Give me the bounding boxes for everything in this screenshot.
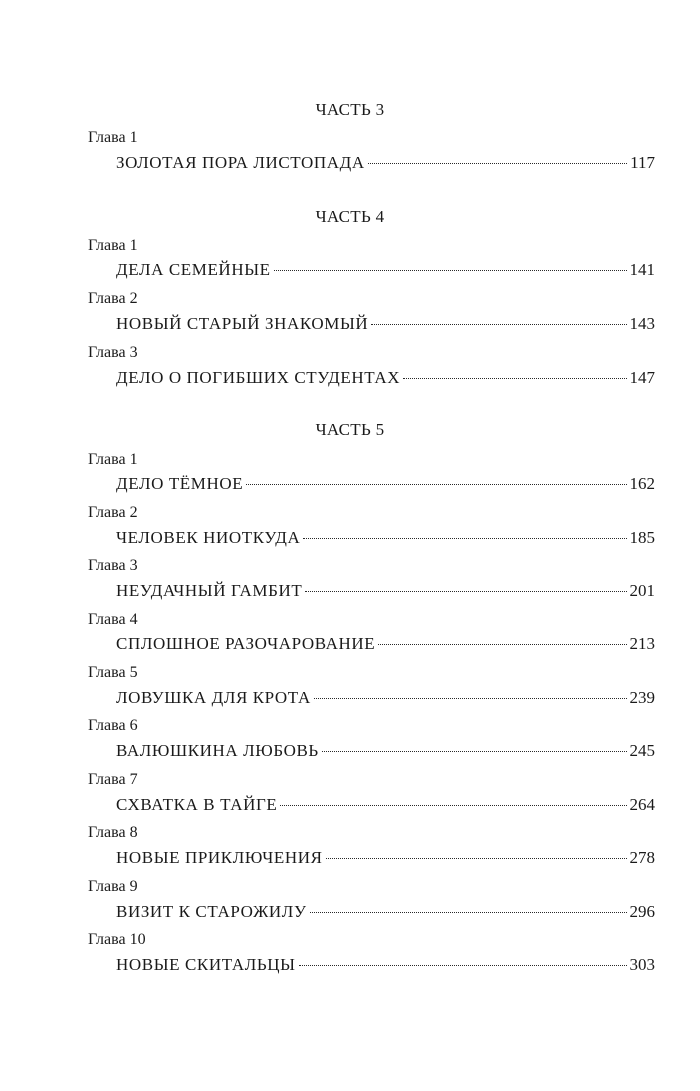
chapter-title: НЕУДАЧНЫЙ ГАМБИТ xyxy=(116,581,303,600)
chapter-label: Глава 1 xyxy=(88,237,138,254)
chapter-title: ЛОВУШКА ДЛЯ КРОТА xyxy=(116,688,311,707)
chapter-label: Глава 5 xyxy=(88,664,138,681)
toc-entry[interactable] xyxy=(116,632,655,656)
dot-leader xyxy=(326,858,627,859)
page-number: 278 xyxy=(629,848,655,867)
dot-leader xyxy=(246,484,626,485)
dot-leader xyxy=(371,324,626,325)
page-number: 201 xyxy=(629,581,655,600)
page-number: 185 xyxy=(629,528,655,547)
chapter-label: Глава 3 xyxy=(88,344,138,361)
dot-leader xyxy=(303,538,626,539)
chapter-label: Глава 10 xyxy=(88,931,146,948)
chapter-title: НОВЫЙ СТАРЫЙ ЗНАКОМЫЙ xyxy=(116,314,369,333)
chapter-title: НОВЫЕ СКИТАЛЬЦЫ xyxy=(116,955,296,974)
toc-entry[interactable] xyxy=(116,739,655,763)
part-5-title: ЧАСТЬ 5 xyxy=(315,420,385,439)
chapter-title: ВАЛЮШКИНА ЛЮБОВЬ xyxy=(116,741,319,760)
chapter-title: ДЕЛО ТЁМНОЕ xyxy=(116,474,244,493)
toc-entry[interactable] xyxy=(116,579,655,603)
toc-entry[interactable] xyxy=(116,953,655,977)
dot-leader xyxy=(299,965,627,966)
toc-entry[interactable] xyxy=(116,846,655,870)
toc-entry[interactable] xyxy=(116,686,655,710)
chapter-title: ДЕЛО О ПОГИБШИХ СТУДЕНТАХ xyxy=(116,368,401,387)
dot-leader xyxy=(305,591,626,592)
dot-leader xyxy=(403,378,626,379)
toc-entry[interactable] xyxy=(116,366,655,390)
chapter-title: СХВАТКА В ТАЙГЕ xyxy=(116,795,278,814)
chapter-title: ЗОЛОТАЯ ПОРА ЛИСТОПАДА xyxy=(116,153,365,172)
chapter-title: ВИЗИТ К СТАРОЖИЛУ xyxy=(116,902,307,921)
page-number: 147 xyxy=(629,368,655,387)
page-number: 162 xyxy=(629,474,655,493)
chapter-title: НОВЫЕ ПРИКЛЮЧЕНИЯ xyxy=(116,848,323,867)
page-number: 143 xyxy=(629,314,655,333)
dot-leader xyxy=(322,751,627,752)
chapter-label: Глава 3 xyxy=(88,557,138,574)
page-number: 296 xyxy=(629,902,655,921)
dot-leader xyxy=(280,805,626,806)
part-3-title: ЧАСТЬ 3 xyxy=(315,100,385,119)
dot-leader xyxy=(274,270,627,271)
chapter-label: Глава 2 xyxy=(88,290,138,307)
chapter-title: ЧЕЛОВЕК НИОТКУДА xyxy=(116,528,301,547)
page-number: 117 xyxy=(630,153,655,172)
chapter-label: Глава 4 xyxy=(88,611,138,628)
dot-leader xyxy=(368,163,627,164)
chapter-label: Глава 8 xyxy=(88,824,138,841)
chapter-label: Глава 7 xyxy=(88,771,138,788)
toc-entry[interactable] xyxy=(116,151,655,175)
page-number: 239 xyxy=(629,688,655,707)
page-number: 245 xyxy=(629,741,655,760)
chapter-label: Глава 6 xyxy=(88,717,138,734)
toc-entry[interactable] xyxy=(116,526,655,550)
chapter-label: Глава 1 xyxy=(88,129,138,146)
chapter-label: Глава 1 xyxy=(88,451,138,468)
toc-entry[interactable] xyxy=(116,793,655,817)
chapter-label: Глава 2 xyxy=(88,504,138,521)
page-number: 141 xyxy=(629,260,655,279)
toc-entry[interactable] xyxy=(116,312,655,336)
page-number: 303 xyxy=(629,955,655,974)
dot-leader xyxy=(314,698,627,699)
dot-leader xyxy=(378,644,626,645)
toc-entry[interactable] xyxy=(116,472,655,496)
toc-entry[interactable] xyxy=(116,258,655,282)
chapter-title: СПЛОШНОЕ РАЗОЧАРОВАНИЕ xyxy=(116,634,376,653)
page-number: 264 xyxy=(629,795,655,814)
toc-entry[interactable] xyxy=(116,900,655,924)
dot-leader xyxy=(310,912,627,913)
page-number: 213 xyxy=(629,634,655,653)
chapter-title: ДЕЛА СЕМЕЙНЫЕ xyxy=(116,260,271,279)
chapter-label: Глава 9 xyxy=(88,878,138,895)
part-4-title: ЧАСТЬ 4 xyxy=(315,207,385,226)
